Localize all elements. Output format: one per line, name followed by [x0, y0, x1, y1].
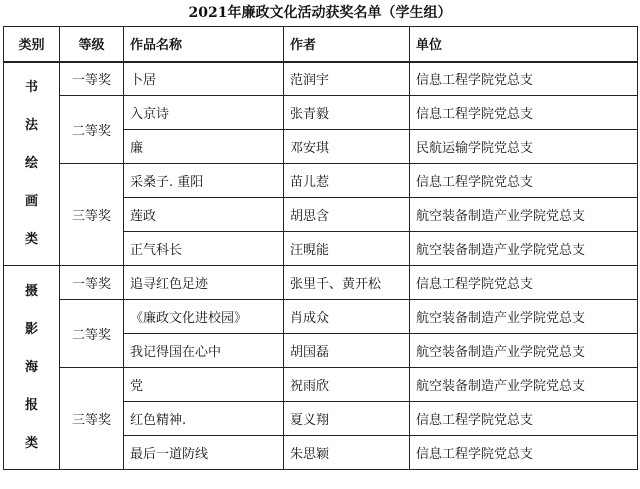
table-header-row: [4, 27, 638, 62]
author-cell: 苗儿惹: [284, 164, 410, 198]
header-author: 作者: [284, 27, 410, 62]
table-row: [4, 266, 638, 300]
grade-cell: 一等奖: [60, 62, 124, 96]
work-cell: 莲政: [124, 198, 284, 232]
author-cell: 邓安琪: [284, 130, 410, 164]
table-row: [4, 300, 638, 334]
unit-cell: 信息工程学院党总支: [410, 402, 638, 436]
work-cell: 入京诗: [124, 96, 284, 130]
header-category: 类别: [4, 27, 60, 62]
unit-cell: 民航运输学院党总支: [410, 130, 638, 164]
grade-cell: 三等奖: [60, 164, 124, 266]
unit-cell: 航空装备制造产业学院党总支: [410, 368, 638, 402]
work-cell: 追寻红色足迹: [124, 266, 284, 300]
unit-cell: 航空装备制造产业学院党总支: [410, 334, 638, 368]
author-cell: 张里千、黄开松: [284, 266, 410, 300]
unit-cell: 信息工程学院党总支: [410, 96, 638, 130]
author-cell: 胡思含: [284, 198, 410, 232]
author-cell: 祝雨欣: [284, 368, 410, 402]
category-cell: [4, 62, 60, 266]
unit-cell: 信息工程学院党总支: [410, 62, 638, 96]
table-row: [4, 96, 638, 130]
unit-cell: 信息工程学院党总支: [410, 164, 638, 198]
grade-cell: 一等奖: [60, 266, 124, 300]
page-title: 2021年廉政文化活动获奖名单（学生组）: [188, 5, 452, 21]
work-cell: 最后一道防线: [124, 436, 284, 470]
author-cell: 夏义翔: [284, 402, 410, 436]
work-cell: 卜居: [124, 62, 284, 96]
author-cell: 朱思颖: [284, 436, 410, 470]
unit-cell: 航空装备制造产业学院党总支: [410, 232, 638, 266]
work-cell: 党: [124, 368, 284, 402]
author-cell: 肖成众: [284, 300, 410, 334]
unit-cell: 信息工程学院党总支: [410, 266, 638, 300]
table-row: [4, 62, 638, 96]
author-cell: 汪晛能: [284, 232, 410, 266]
grade-cell: 三等奖: [60, 368, 124, 470]
category-label: 书法绘画类: [24, 79, 38, 247]
unit-cell: 航空装备制造产业学院党总支: [410, 198, 638, 232]
table-row: [4, 368, 638, 402]
header-work: 作品名称: [124, 27, 284, 62]
unit-cell: 航空装备制造产业学院党总支: [410, 300, 638, 334]
author-cell: 胡国磊: [284, 334, 410, 368]
work-cell: 采桑子. 重阳: [124, 164, 284, 198]
grade-cell: 二等奖: [60, 96, 124, 164]
category-label: 摄影海报类: [24, 283, 38, 451]
work-cell: 我记得国在心中: [124, 334, 284, 368]
header-unit: 单位: [410, 27, 638, 62]
work-cell: 廉: [124, 130, 284, 164]
work-cell: 《廉政文化进校园》: [124, 300, 284, 334]
work-cell: 红色精神.: [124, 402, 284, 436]
author-cell: 范润宇: [284, 62, 410, 96]
table-row: [4, 164, 638, 198]
unit-cell: 信息工程学院党总支: [410, 436, 638, 470]
awards-table: [3, 26, 638, 470]
grade-cell: 二等奖: [60, 300, 124, 368]
header-grade: 等级: [60, 27, 124, 62]
category-cell: [4, 266, 60, 470]
table-body: [4, 62, 638, 470]
author-cell: 张青毅: [284, 96, 410, 130]
work-cell: 正气科长: [124, 232, 284, 266]
